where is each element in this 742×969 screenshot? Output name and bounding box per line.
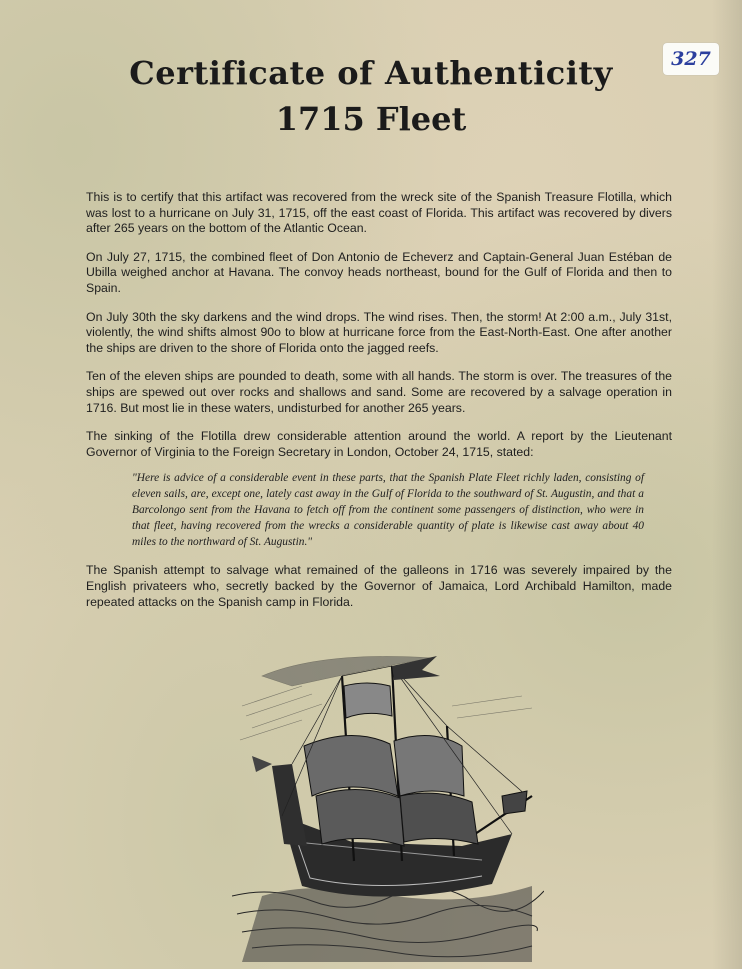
governor-quote: "Here is advice of a considerable event in these parts, that the Spanish Plate Fleet richly laden, consisting of eleven sails, are, except one, lately cast away in the Gulf of Florida to the southward of St. Augustin, and that a Barcolongo sent from the Havana to fetch off from the continent some passengers of distinction, who were in that fleet, having recovered from the wrecks a considerable quantity of plate is likewise cast away about 40 miles to the northward of St. Augustin." — [132, 472, 644, 549]
certificate-body — [86, 190, 672, 623]
page-edge-shadow — [712, 0, 742, 969]
paragraph-report: The sinking of the Flotilla drew considerable attention around the world. A report by the Lieutenant Governor of Virginia to the Foreign Secretary in London, October 24, 1715, stated: — [86, 429, 672, 459]
certificate-subtitle: 1715 Fleet — [275, 100, 467, 138]
paragraph-intro: This is to certify that this artifact was recovered from the wreck site of the Spanish Treasure Flotilla, which was lost to a hurricane on July 31, 1715, off the east coast of Florida. This artifact was recovered by divers after 265 years on the bottom of the Atlantic Ocean. — [86, 190, 672, 236]
certificate-title: Certificate of Authenticity — [129, 54, 613, 92]
paragraph-storm: On July 30th the sky darkens and the wind drops. The wind rises. Then, the storm! At 2:00 a.m., July 31st, violently, the wind shifts almost 90o to blow at hurricane force from the East-North-East. One after another the ships are driven to the shore of Florida onto the jagged reefs. — [86, 309, 672, 355]
galleon-ship-icon — [232, 646, 544, 962]
paragraph-wreck: Ten of the eleven ships are pounded to death, some with all hands. The storm is over. The treasures of the ships are spewed out over rocks and shallows and sand. Some are recovered by a salvage operation in 1716. But most lie in these waters, undisturbed for another 265 years. — [86, 369, 672, 415]
paragraph-departure: On July 27, 1715, the combined fleet of Don Antonio de Echeverz and Captain-General Juan Estéban de Ubilla weighed anchor at Havana. The convoy heads northeast, bound for the Gulf of Florida and then to Spain. — [86, 249, 672, 295]
paragraph-salvage: The Spanish attempt to salvage what remained of the galleons in 1716 was severely impaired by the English privateers who, secretly backed by the Governor of Jamaica, Lord Archibald Hamilton, made repeated attacks on the Spanish camp in Florida. — [86, 563, 672, 609]
inventory-number-tag: 327 — [663, 43, 719, 75]
